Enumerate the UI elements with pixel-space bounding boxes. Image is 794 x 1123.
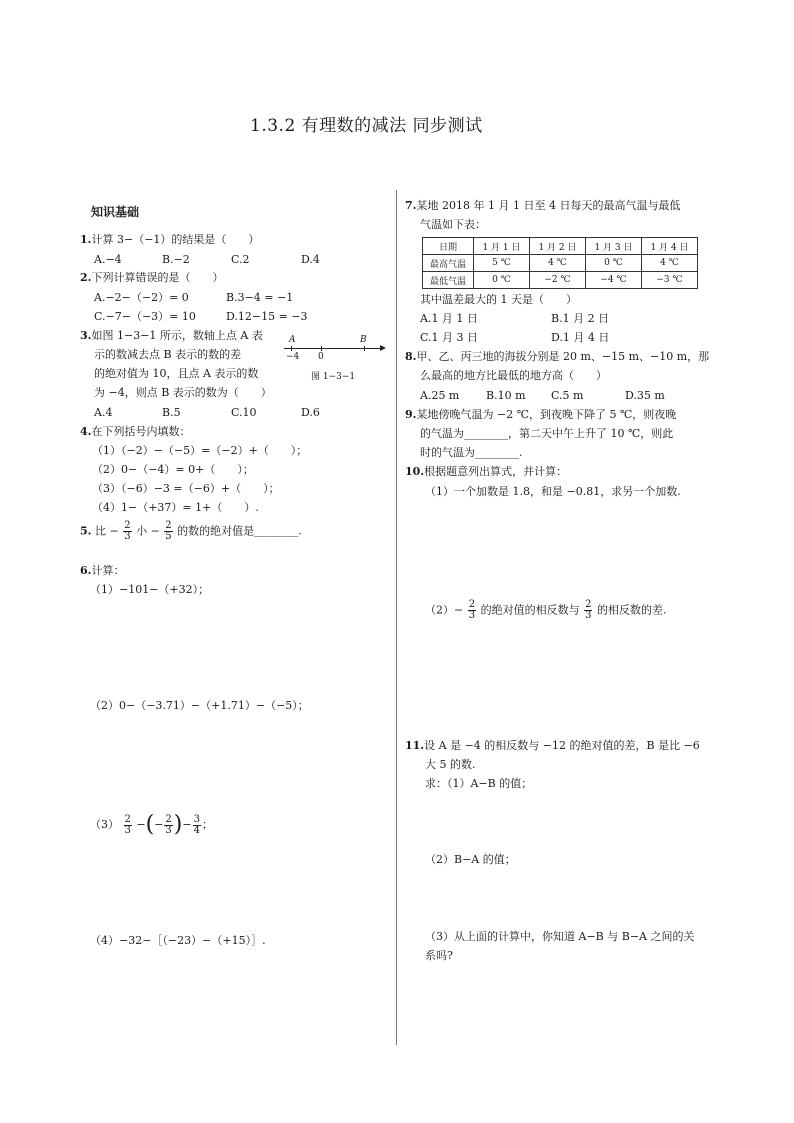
q6-part-4: （4）−32−［（−23）−（+15）］. [90, 934, 266, 947]
tick-b [364, 346, 365, 351]
question-number: 11. [405, 739, 425, 752]
table-header: 1 月 3 日 [586, 238, 642, 255]
question-text-line2: 大 5 的数. [425, 758, 476, 771]
table-cell: 最低气温 [423, 272, 474, 289]
question-text-line3: 的绝对值为 10，且点 A 表示的数 [94, 367, 259, 380]
question-text-line2: 的气温为________，第二天中午上升了 10 ℃，则此 [420, 427, 674, 440]
question-number: 9. [405, 408, 417, 421]
q6-part-2: （2）0−（−3.71）−（+1.71）−（−5）； [90, 699, 309, 712]
q1-option-b[interactable]: B.−2 [162, 253, 190, 266]
question-text-line2: 气温如下表： [420, 218, 486, 231]
question-text-line1: 某地 2018 年 1 月 1 日至 4 日每天的最高气温与最低 [416, 199, 681, 212]
question-text-line1: 某地傍晚气温为 −2 ℃，到夜晚下降了 5 ℃，则夜晚 [416, 408, 677, 421]
q7-option-a[interactable]: A.1 月 1 日 [420, 312, 478, 325]
question-4 [80, 425, 190, 438]
q7-option-c[interactable]: C.1 月 3 日 [420, 331, 479, 344]
question-number: 3. [80, 329, 92, 342]
question-number: 5. [80, 524, 92, 538]
fraction: $\frac{2}{3}$ [468, 599, 476, 621]
question-text: 计算： [91, 564, 125, 577]
question-number: 6. [80, 564, 92, 577]
figure-caption: 图 1−3−1 [311, 372, 356, 382]
point-b-label: B [360, 335, 367, 345]
table-cell: 4 ℃ [642, 255, 698, 272]
fraction: $\frac{2}{3}$ [585, 599, 592, 621]
q8-option-c[interactable]: C.5 m [551, 389, 584, 402]
question-text-line3: 时的气温为________. [420, 446, 523, 459]
q7-question: 其中温差最大的 1 天是（ ） [420, 293, 577, 306]
question-11 [405, 739, 700, 752]
q1-option-c[interactable]: C.2 [231, 253, 250, 266]
question-number: 10. [405, 465, 425, 478]
section-heading: 知识基础 [91, 205, 140, 219]
page-title: 1.3.2 有理数的减法 同步测试 [250, 116, 483, 136]
tick-label-minus4: −4 [286, 352, 300, 362]
table-cell: 最高气温 [423, 255, 474, 272]
question-text-line2: 示的数减去点 B 表示的数的差 [94, 348, 242, 361]
q11-part-2: （2）B−A 的值； [425, 853, 516, 866]
q4-item-4: （4）1−（+37）= 1+（ ）. [92, 501, 259, 514]
q2-option-b[interactable]: B.3−4 = −1 [226, 291, 294, 304]
q3-option-a[interactable]: A.4 [94, 406, 113, 419]
question-number: 1. [80, 233, 92, 246]
column-divider [396, 190, 397, 1045]
number-line-axis [284, 348, 380, 349]
q4-item-2: （2）0−（−4）= 0+（ ）； [92, 463, 254, 476]
q7-option-d[interactable]: D.1 月 4 日 [551, 331, 610, 344]
question-text-line1: 如图 1−3−1 所示，数轴上点 A 表 [91, 329, 263, 342]
q2-option-d[interactable]: D.12−15 = −3 [226, 310, 308, 323]
table-header: 1 月 2 日 [530, 238, 586, 255]
table-header: 日期 [423, 238, 474, 255]
q5-pre: 比 − [94, 524, 119, 538]
question-number: 2. [80, 271, 92, 284]
q1-option-d[interactable]: D.4 [301, 253, 320, 266]
tick-zero [321, 346, 322, 351]
table-cell: 5 ℃ [474, 255, 530, 272]
question-text-line4: 为 −4，则点 B 表示的数为（ ） [94, 386, 272, 399]
fraction: $\frac{3}{4}$ [193, 813, 200, 836]
table-cell: −2 ℃ [530, 272, 586, 289]
question-number: 8. [405, 350, 417, 363]
table-cell: 0 ℃ [586, 255, 642, 272]
table-cell: 4 ℃ [530, 255, 586, 272]
q8-option-b[interactable]: B.10 m [486, 389, 526, 402]
temperature-table [422, 237, 698, 289]
question-text-line1: 甲、乙、丙三地的海拔分别是 20 m、−15 m、−10 m，那 [416, 350, 710, 363]
table-cell: 0 ℃ [474, 272, 530, 289]
question-8 [405, 350, 709, 363]
fraction: $\frac{2}{5}$ [165, 520, 172, 542]
question-text: 在下列括号内填数： [91, 425, 191, 438]
question-text-line2: 么最高的地方比最低的地方高（ ） [420, 369, 607, 382]
q11-part-3-line1: （3）从上面的计算中，你知道 A−B 与 B−A 之间的关 [425, 930, 695, 943]
question-6 [80, 564, 124, 577]
q3-option-c[interactable]: C.10 [231, 406, 257, 419]
q3-option-d[interactable]: D.6 [301, 406, 320, 419]
question-text: 计算 3−（−1）的结果是（ ） [91, 233, 260, 246]
q3-option-b[interactable]: B.5 [162, 406, 181, 419]
q8-option-d[interactable]: D.35 m [625, 389, 665, 402]
q5-post: 的数的绝对值是________. [177, 524, 302, 538]
axis-arrow-icon [380, 345, 386, 351]
q2-option-c[interactable]: C.−7−（−3）= 10 [94, 310, 196, 323]
table-row [423, 272, 698, 289]
table-cell: −3 ℃ [642, 272, 698, 289]
q11-part-3-line2: 系吗? [425, 949, 453, 962]
question-3 [80, 329, 263, 342]
q2-option-a[interactable]: A.−2−（−2）= 0 [94, 291, 189, 304]
question-text-line3: 求：（1）A−B 的值； [425, 777, 533, 790]
table-header: 1 月 4 日 [642, 238, 698, 255]
fraction: $\frac{2}{3}$ [124, 813, 131, 836]
q6-part-1: （1）−101−（+32）； [90, 583, 210, 596]
fraction: $\frac{2}{3}$ [124, 520, 131, 542]
question-2 [80, 271, 223, 284]
table-cell: −4 ℃ [586, 272, 642, 289]
table-header-row [423, 238, 698, 255]
point-a-label: A [289, 335, 296, 345]
q8-option-a[interactable]: A.25 m [420, 389, 460, 402]
q7-option-b[interactable]: B.1 月 2 日 [551, 312, 610, 325]
table-header: 1 月 1 日 [474, 238, 530, 255]
q6-part-3: （3） $\frac{2}{3}$ −(− $\frac{2}{3}$ )− $\frac{3}{4}$ ； [90, 812, 213, 837]
question-number: 7. [405, 199, 417, 212]
q1-option-a[interactable]: A.−4 [94, 253, 122, 266]
question-10 [405, 465, 567, 478]
tick-label-zero: 0 [318, 352, 324, 362]
question-text: 下列计算错误的是（ ） [91, 271, 224, 284]
question-7 [405, 199, 680, 212]
q5-mid: 小 − [136, 524, 160, 538]
question-9 [405, 408, 676, 421]
question-text: 根据题意列出算式，并计算： [424, 465, 568, 478]
tick-a [291, 346, 292, 351]
question-1 [80, 233, 259, 246]
table-row [423, 255, 698, 272]
question-text-line1: 设 A 是 −4 的相反数与 −12 的绝对值的差，B 是比 −6 [424, 739, 700, 752]
question-5 [80, 521, 302, 542]
q10-part-2: （2）− $\frac{2}{3}$ 的绝对值的相反数与 $\frac{2}{3}$ 的相反数的差. [425, 599, 667, 621]
q4-item-3: （3）（−6）−3 =（−6）+（ ）； [92, 482, 280, 495]
q10-part-1: （1）一个加数是 1.8，和是 −0.81，求另一个加数. [425, 485, 681, 498]
question-number: 4. [80, 425, 92, 438]
q4-item-1: （1）（−2）−（−5）=（−2）+（ ）； [92, 444, 308, 457]
fraction: $\frac{2}{3}$ [165, 813, 172, 836]
